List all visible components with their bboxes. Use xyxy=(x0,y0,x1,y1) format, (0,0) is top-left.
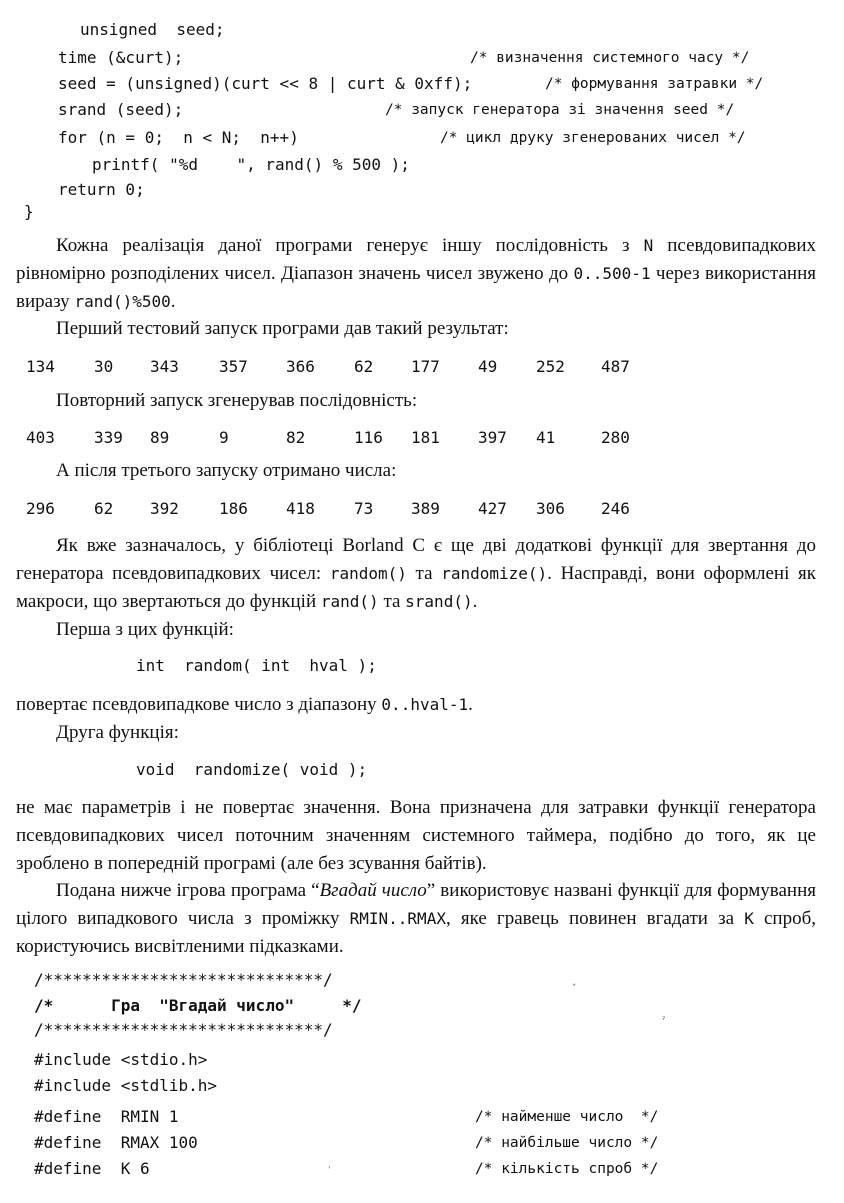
result-number: 487 xyxy=(601,357,630,376)
code-line: seed = (unsigned)(curt << 8 | curt & 0xff); xyxy=(58,74,473,93)
result-number: 181 xyxy=(411,428,440,447)
result-number: 246 xyxy=(601,499,630,518)
random-signature: int random( int hval ); xyxy=(136,656,377,675)
code-line: unsigned seed; xyxy=(80,20,225,39)
code-comment: /* формування затравки */ xyxy=(545,76,764,92)
code-line: /*****************************/ xyxy=(34,970,333,989)
paragraph-intro: Кожна реалізація даної програми генерує іншу послідовність з N псевдовипадкових рівномірно розподілених чисел. Діапазон значень чисел звужено до 0..500-1 через використання виразу rand()%500. xyxy=(16,235,816,312)
result-number: 418 xyxy=(286,499,315,518)
result-number: 89 xyxy=(150,428,170,447)
code-line: } xyxy=(24,202,34,221)
code-line: #include <stdio.h> xyxy=(34,1050,208,1069)
code-comment: /* визначення системного часу */ xyxy=(470,50,750,66)
run2-label: Повторний запуск згенерував послідовність: xyxy=(56,390,418,411)
result-number: 73 xyxy=(354,499,374,518)
code-line: printf( "%d ", rand() % 500 ); xyxy=(92,155,410,174)
result-number: 9 xyxy=(219,428,229,447)
result-number: 403 xyxy=(26,428,55,447)
second-function-label: Друга функція: xyxy=(56,722,179,743)
paragraph-game: Подана нижче ігрова програма “Вгадай число” використовує названі функції для формування цілого випадкового числа з проміжку RMIN..RMAX, яке гравець повинен вгадати за K спроб, користуючись висвітленими підказками. xyxy=(16,880,816,957)
code-line: for (n = 0; n < N; n++) xyxy=(58,128,299,147)
code-line: #define RMIN 1 xyxy=(34,1107,179,1126)
result-number: 389 xyxy=(411,499,440,518)
code-comment: /* найбільше число */ xyxy=(475,1135,659,1151)
result-number: 427 xyxy=(478,499,507,518)
result-number: 116 xyxy=(354,428,383,447)
result-number: 62 xyxy=(94,499,114,518)
result-number: 280 xyxy=(601,428,630,447)
code-comment: /* запуск генератора зі значення seed */ xyxy=(385,102,735,118)
result-number: 397 xyxy=(478,428,507,447)
result-number: 30 xyxy=(94,357,114,376)
code-line: /*****************************/ xyxy=(34,1020,333,1039)
code-line: #include <stdlib.h> xyxy=(34,1076,218,1095)
code-line: #define K 6 xyxy=(34,1159,150,1178)
result-number: 134 xyxy=(26,357,55,376)
paragraph-borland: Як вже зазначалось, у бібліотеці Borland C є ще дві додаткові функції для звертання до генератора псевдовипадкових чисел: random() та randomize(). Насправді, вони оформлені як макроси, що звертаються до функцій rand() та srand(). xyxy=(16,535,816,612)
first-function-description: повертає псевдовипадкове число з діапазону 0..hval-1. xyxy=(16,694,473,715)
result-number: 62 xyxy=(354,357,374,376)
code-comment: /* цикл друку згенерованих чисел */ xyxy=(440,130,746,146)
run3-label: А після третього запуску отримано числа: xyxy=(56,460,397,481)
first-function-label: Перша з цих функцій: xyxy=(56,619,234,640)
code-comment: /* найменше число */ xyxy=(475,1109,659,1125)
result-number: 186 xyxy=(219,499,248,518)
result-number: 392 xyxy=(150,499,179,518)
result-number: 357 xyxy=(219,357,248,376)
result-number: 343 xyxy=(150,357,179,376)
result-number: 366 xyxy=(286,357,315,376)
result-number: 296 xyxy=(26,499,55,518)
code-line: return 0; xyxy=(58,180,145,199)
paragraph-randomize: не має параметрів і не повертає значення. Вона призначена для затравки функції генератора псевдовипадкових чисел поточним значенням системного таймера, подібно до того, як це зроблено в попередній програмі (але без зсування байтів). xyxy=(16,797,816,874)
result-number: 177 xyxy=(411,357,440,376)
code-line: srand (seed); xyxy=(58,100,184,119)
code-line: #define RMAX 100 xyxy=(34,1133,198,1152)
result-number: 306 xyxy=(536,499,565,518)
result-number: 252 xyxy=(536,357,565,376)
run1-label: Перший тестовий запуск програми дав такий результат: xyxy=(56,318,509,339)
scan-speck: ˀ xyxy=(662,1016,666,1026)
result-number: 82 xyxy=(286,428,306,447)
scan-speck: ˇ xyxy=(572,984,577,994)
code-line: time (&curt); xyxy=(58,48,184,67)
scan-speck: ˌ xyxy=(328,1160,331,1170)
result-number: 41 xyxy=(536,428,556,447)
code-comment: /* кількість спроб */ xyxy=(475,1161,659,1177)
code-line: /* Гра "Вгадай число" */ xyxy=(34,996,362,1015)
randomize-signature: void randomize( void ); xyxy=(136,760,368,779)
result-number: 49 xyxy=(478,357,498,376)
result-number: 339 xyxy=(94,428,123,447)
